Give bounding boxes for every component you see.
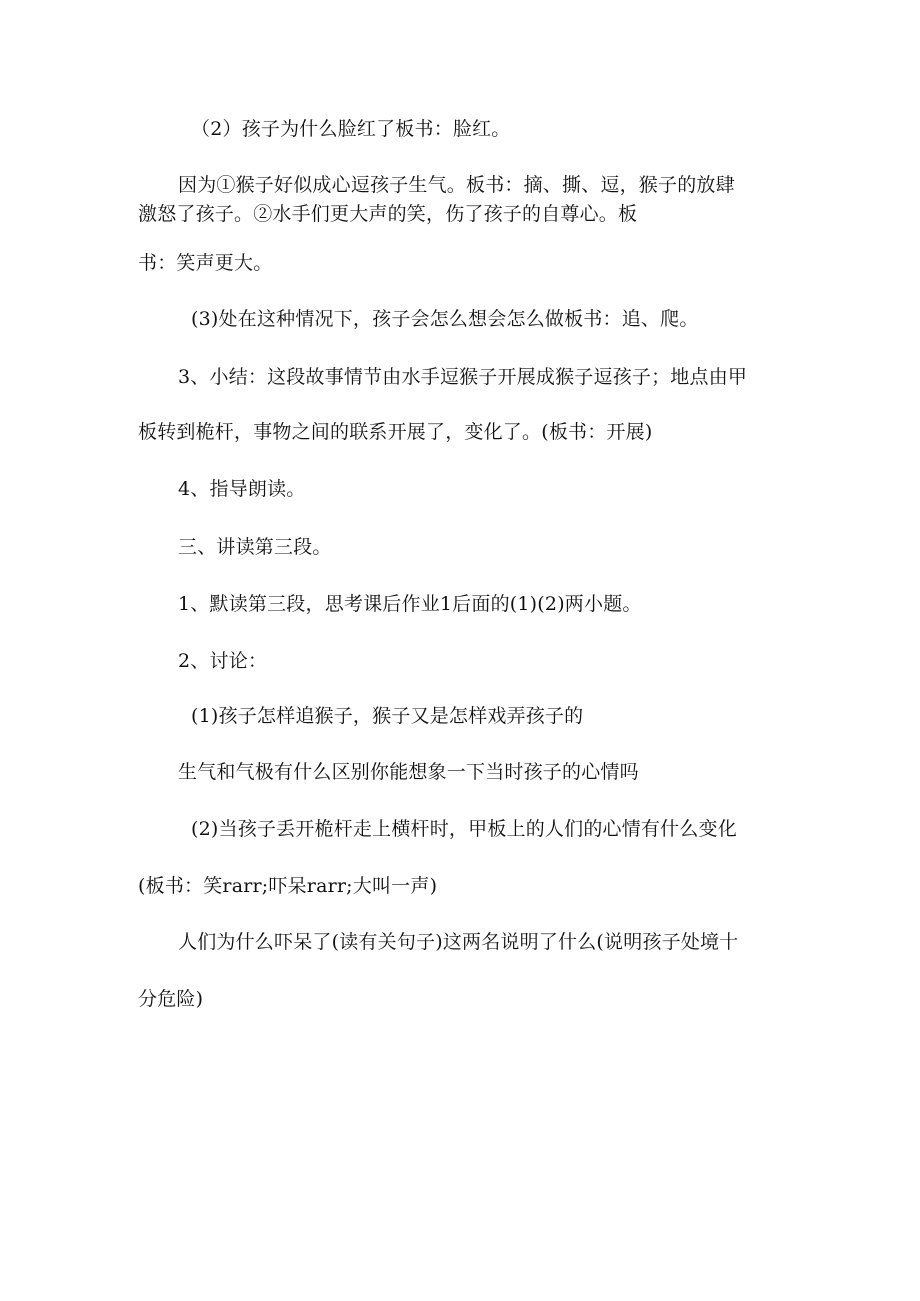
text-line-3: 激怒了孩子。②水手们更大声的笑，伤了孩子的自尊心。板 [138, 203, 638, 225]
text-line-6: 3、小结：这段故事情节由水手逗猴子开展成猴子逗孩子；地点由甲 [178, 366, 748, 388]
text-line-1: （2）孩子为什么脸红了板书：脸红。 [191, 118, 511, 140]
text-line-7: 板转到桅杆，事物之间的联系开展了，变化了。(板书：开展) [138, 421, 653, 443]
text-line-13: 生气和气极有什么区别你能想象一下当时孩子的心情吗 [178, 761, 639, 783]
text-line-15: (板书：笑rarr;吓呆rarr;大叫一声) [138, 875, 438, 897]
text-line-4: 书：笑声更大。 [138, 252, 273, 274]
text-line-9: 三、讲读第三段。 [178, 536, 332, 558]
text-line-5: (3)处在这种情况下，孩子会怎么想会怎么做板书：追、爬。 [191, 308, 699, 330]
text-line-12: (1)孩子怎样追猴子，猴子又是怎样戏弄孩子的 [191, 705, 584, 727]
text-line-8: 4、指导朗读。 [178, 478, 306, 500]
text-line-16: 人们为什么吓呆了(读有关句子)这两名说明了什么(说明孩子处境十 [178, 931, 739, 953]
text-line-17: 分危险) [138, 988, 204, 1010]
text-line-2: 因为①猴子好似成心逗孩子生气。板书：摘、撕、逗，猴子的放肆 [178, 174, 735, 196]
text-line-10: 1、默读第三段，思考课后作业1后面的(1)(2)两小题。 [178, 593, 642, 615]
text-line-11: 2、讨论： [178, 650, 268, 672]
text-line-14: (2)当孩子丢开桅杆走上横杆时，甲板上的人们的心情有什么变化 [191, 818, 737, 840]
